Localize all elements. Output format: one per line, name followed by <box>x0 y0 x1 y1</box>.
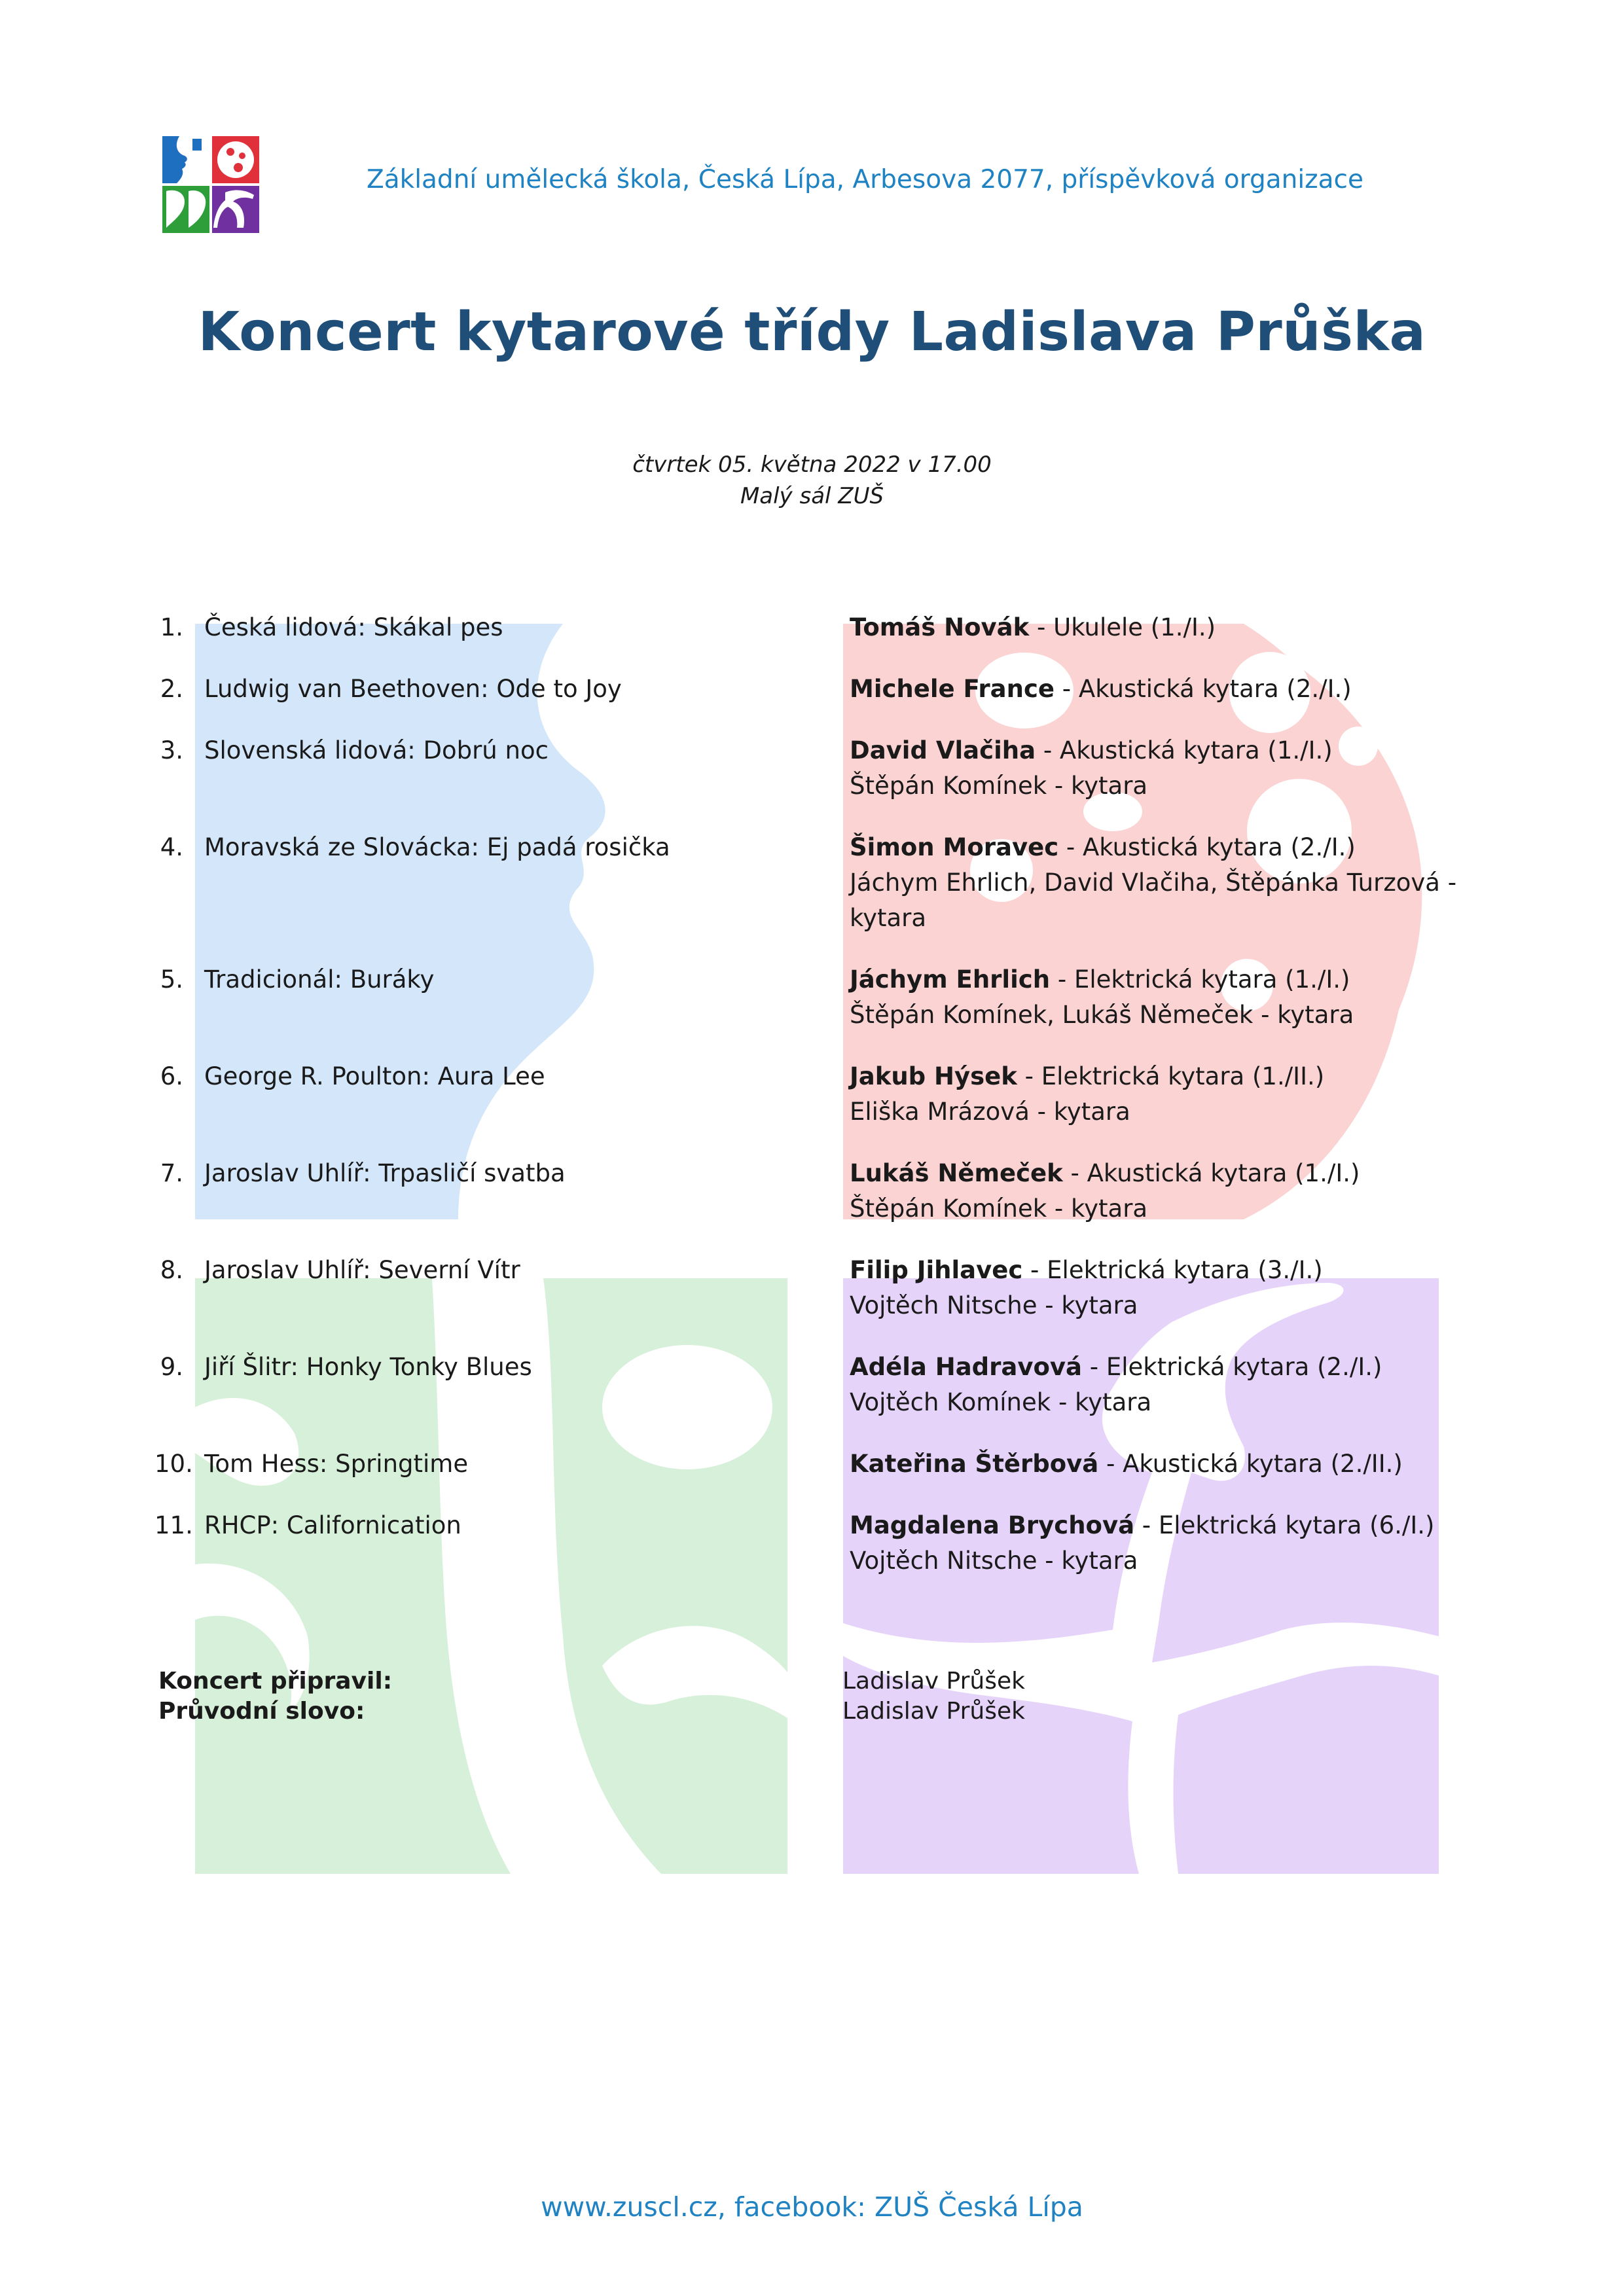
program-number: 6. <box>160 1062 183 1090</box>
page-title: Koncert kytarové třídy Ladislava Průška <box>198 301 1426 363</box>
accompaniment: Vojtěch Nitsche - kytara <box>850 1291 1138 1319</box>
program-piece: Česká lidová: Skákal pes <box>204 613 503 641</box>
program-number: 10. <box>154 1450 193 1478</box>
soloist-instrument: - Akustická kytara (2./II.) <box>1098 1450 1403 1478</box>
credit-label: Průvodní slovo: <box>158 1698 365 1725</box>
accompaniment: Jáchym Ehrlich, David Vlačiha, Štěpánka Turzová - kytara <box>850 869 1457 932</box>
soloist-name: Šimon Moravec <box>850 833 1059 861</box>
school-logo-icon <box>162 136 259 233</box>
credit-value: Ladislav Průšek <box>842 1698 1025 1725</box>
soloist-instrument: - Akustická kytara (1./I.) <box>1036 736 1333 764</box>
accompaniment: Štěpán Komínek - kytara <box>850 772 1148 800</box>
program-number: 11. <box>154 1511 193 1539</box>
soloist-name: Michele France <box>850 675 1055 703</box>
program-performer <box>850 830 1471 936</box>
accompaniment: Vojtěch Komínek - kytara <box>850 1388 1152 1416</box>
soloist-name: Filip Jihlavec <box>850 1256 1023 1284</box>
program-number: 4. <box>160 833 183 861</box>
program-number: 9. <box>160 1353 183 1381</box>
soloist-name: Kateřina Štěrbová <box>850 1450 1099 1478</box>
program-number: 2. <box>160 675 183 703</box>
school-name: Základní umělecká škola, Česká Lípa, Arbesova 2077, příspěvková organizace <box>367 165 1363 194</box>
program-performer <box>850 672 1471 707</box>
soloist-name: Lukáš Němeček <box>850 1159 1063 1187</box>
program-performer <box>850 962 1471 1033</box>
soloist-name: Tomáš Novák <box>850 613 1030 641</box>
accompaniment: Vojtěch Nitsche - kytara <box>850 1547 1138 1575</box>
program-performer <box>850 1059 1471 1130</box>
soloist-name: Magdalena Brychová <box>850 1511 1135 1539</box>
accompaniment: Štěpán Komínek, Lukáš Němeček - kytara <box>850 1001 1354 1029</box>
program-piece: Slovenská lidová: Dobrú noc <box>204 736 549 764</box>
program-performer <box>850 1350 1471 1420</box>
program-piece: Tradicionál: Buráky <box>204 965 435 994</box>
program-piece: George R. Poulton: Aura Lee <box>204 1062 545 1090</box>
soloist-instrument: - Akustická kytara (1./I.) <box>1062 1159 1360 1187</box>
soloist-instrument: - Elektrická kytara (3./I.) <box>1022 1256 1323 1284</box>
event-date: čtvrtek 05. května 2022 v 17.00 <box>632 452 992 478</box>
event-venue: Malý sál ZUŠ <box>740 483 884 509</box>
footer-contact[interactable]: www.zuscl.cz, facebook: ZUŠ Česká Lípa <box>541 2191 1083 2223</box>
program-piece: Jaroslav Uhlíř: Trpasličí svatba <box>204 1159 566 1187</box>
tragedy-mask-eye <box>602 1345 772 1469</box>
program-piece: Tom Hess: Springtime <box>204 1450 469 1478</box>
program-number: 1. <box>160 613 183 641</box>
soloist-instrument: - Akustická kytara (2./I.) <box>1055 675 1352 703</box>
accompaniment: Štěpán Komínek - kytara <box>850 1194 1148 1223</box>
program-performer <box>850 610 1471 645</box>
program-piece: Ludwig van Beethoven: Ode to Joy <box>204 675 622 703</box>
program-piece: Jiří Šlitr: Honky Tonky Blues <box>204 1353 532 1381</box>
program-performer <box>850 1508 1471 1579</box>
program-number: 3. <box>160 736 183 764</box>
program-performer <box>850 733 1471 804</box>
soloist-instrument: - Akustická kytara (2./I.) <box>1058 833 1356 861</box>
soloist-instrument: - Elektrická kytara (1./I.) <box>1050 965 1350 994</box>
program-piece: RHCP: Californication <box>204 1511 461 1539</box>
program-number: 7. <box>160 1159 183 1187</box>
program-performer <box>850 1446 1471 1482</box>
program-performer <box>850 1156 1471 1227</box>
soloist-instrument: - Elektrická kytara (1./II.) <box>1017 1062 1325 1090</box>
credit-value: Ladislav Průšek <box>842 1668 1025 1695</box>
soloist-instrument: - Elektrická kytara (6./I.) <box>1134 1511 1435 1539</box>
credit-label: Koncert připravil: <box>158 1668 393 1695</box>
program-number: 5. <box>160 965 183 994</box>
program-number: 8. <box>160 1256 183 1284</box>
accompaniment: Eliška Mrázová - kytara <box>850 1098 1130 1126</box>
soloist-name: Jakub Hýsek <box>850 1062 1017 1090</box>
program-piece: Moravská ze Slovácka: Ej padá rosička <box>204 833 670 861</box>
program-piece: Jaroslav Uhlíř: Severní Vítr <box>204 1256 520 1284</box>
soloist-instrument: - Ukulele (1./I.) <box>1029 613 1216 641</box>
program-performer <box>850 1253 1471 1323</box>
soloist-name: David Vlačiha <box>850 736 1036 764</box>
soloist-instrument: - Elektrická kytara (2./I.) <box>1082 1353 1382 1381</box>
soloist-name: Adéla Hadravová <box>850 1353 1083 1381</box>
soloist-name: Jáchym Ehrlich <box>850 965 1051 994</box>
event-info <box>0 449 1624 512</box>
